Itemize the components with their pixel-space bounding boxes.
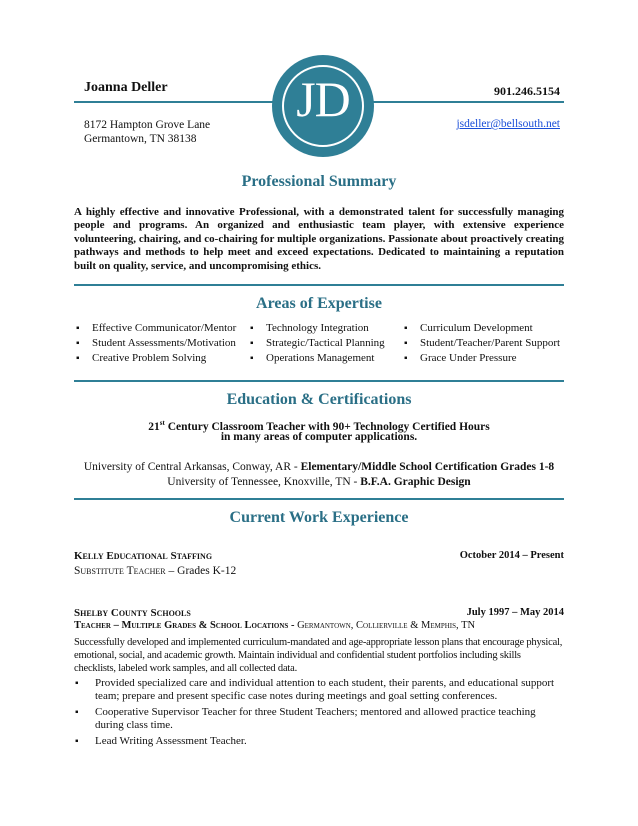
section-divider (74, 498, 564, 500)
job-1-grades: – Grades K-12 (165, 565, 237, 577)
candidate-name: Joanna Deller (84, 80, 168, 95)
monogram-logo (272, 55, 374, 157)
summary-heading: Professional Summary (241, 173, 397, 190)
address (84, 118, 210, 146)
section-divider (74, 380, 564, 382)
expertise-column-1 (76, 321, 251, 366)
email-link[interactable]: jsdeller@bellsouth.net (456, 118, 560, 130)
school-1: University of Central Arkansas, Conway, AR - (83, 461, 301, 473)
section-divider (74, 284, 564, 286)
experience-heading: Current Work Experience (229, 509, 409, 526)
expertise-item: ▪ Curriculum Development (404, 321, 566, 336)
job-2-description: Successfully developed and implemented curriculum-mandated and age-appropriate lesson plans that encourage physical, emotional, social, and academic growth. Maintain individual and confidential student portfolios including skills checklists, labeled work samples, and all collected data. (74, 637, 563, 674)
address-line-2: Germantown, TN 38138 (84, 133, 197, 145)
school-2: University of Tennessee, Knoxville, TN - (167, 476, 361, 488)
job-2-dates: July 1997 – May 2014 (466, 607, 564, 618)
summary-text: A highly effective and innovative Professional, with a demonstrated talent for successfully managing people and programs. An organized and enthusiastic team player, with extensive experience volunteering, chairing, and co-chairing for multiple organizations. Passionate about proactively creating pathways and methods to help meet and exceed expectations. Dedicated to maintaining a reputation built on quality, service, and uncompromising ethics. (74, 206, 564, 272)
expertise-column-2 (250, 321, 410, 366)
monogram-text: JD (296, 71, 350, 127)
expertise-item: ▪ Grace Under Pressure (404, 351, 566, 366)
phone-number: 901.246.5154 (494, 84, 560, 98)
expertise-item: ▪ Student Assessments/Motivation (76, 336, 251, 351)
cert-ordinal: 21 (148, 420, 160, 433)
job-1-employer: Kelly Educational Staffing (74, 550, 213, 562)
job-1-header (74, 550, 564, 562)
job-2-header (74, 607, 564, 619)
job-1-title: Substitute Teacher (74, 565, 166, 577)
education-entry-2 (0, 475, 638, 490)
expertise-item: ▪ Technology Integration (250, 321, 410, 336)
job-1-role (74, 565, 564, 577)
degree-2: B.F.A. Graphic Design (360, 476, 471, 488)
certification-line-2: in many areas of computer applications. (220, 431, 418, 443)
cert-line-1-text: Century Classroom Teacher with 90+ Technology Certified Hours (164, 420, 490, 433)
expertise-item: ▪ Creative Problem Solving (76, 351, 251, 366)
expertise-item: ▪ Operations Management (250, 351, 410, 366)
address-line-1: 8172 Hampton Grove Lane (84, 119, 211, 131)
expertise-item: ▪ Strategic/Tactical Planning (250, 336, 410, 351)
education-entry-1 (0, 460, 638, 475)
job-1-dates: October 2014 – Present (459, 550, 564, 561)
expertise-item: ▪ Student/Teacher/Parent Support (404, 336, 566, 351)
education-heading: Education & Certifications (226, 391, 412, 408)
cert-ordinal-suffix: st (159, 419, 165, 427)
job-2-bullet-list (74, 677, 564, 750)
degree-1: Elementary/Middle School Certification Grades 1-8 (300, 461, 555, 473)
job-2-employer: Shelby County Schools (74, 607, 191, 619)
expertise-heading: Areas of Expertise (256, 295, 382, 312)
job-2-title: Teacher – Multiple Grades & School Locations - (74, 620, 298, 631)
job-2-bullet: ▪ Cooperative Supervisor Teacher for three Student Teachers; mentored and allowed practice teaching during class time. (74, 706, 564, 733)
job-2-locations: Germantown, Collierville & Memphis, TN (297, 620, 476, 631)
expertise-item: ▪ Effective Communicator/Mentor (76, 321, 251, 336)
job-2-bullet: ▪ Provided specialized care and individual attention to each student, their parents, and educational support team; prepare and present specific case notes during meetings and goal setting conferences. (74, 677, 564, 704)
expertise-column-3 (404, 321, 566, 366)
job-2-role (74, 620, 564, 631)
job-2-bullet: ▪ Lead Writing Assessment Teacher. (74, 735, 564, 748)
